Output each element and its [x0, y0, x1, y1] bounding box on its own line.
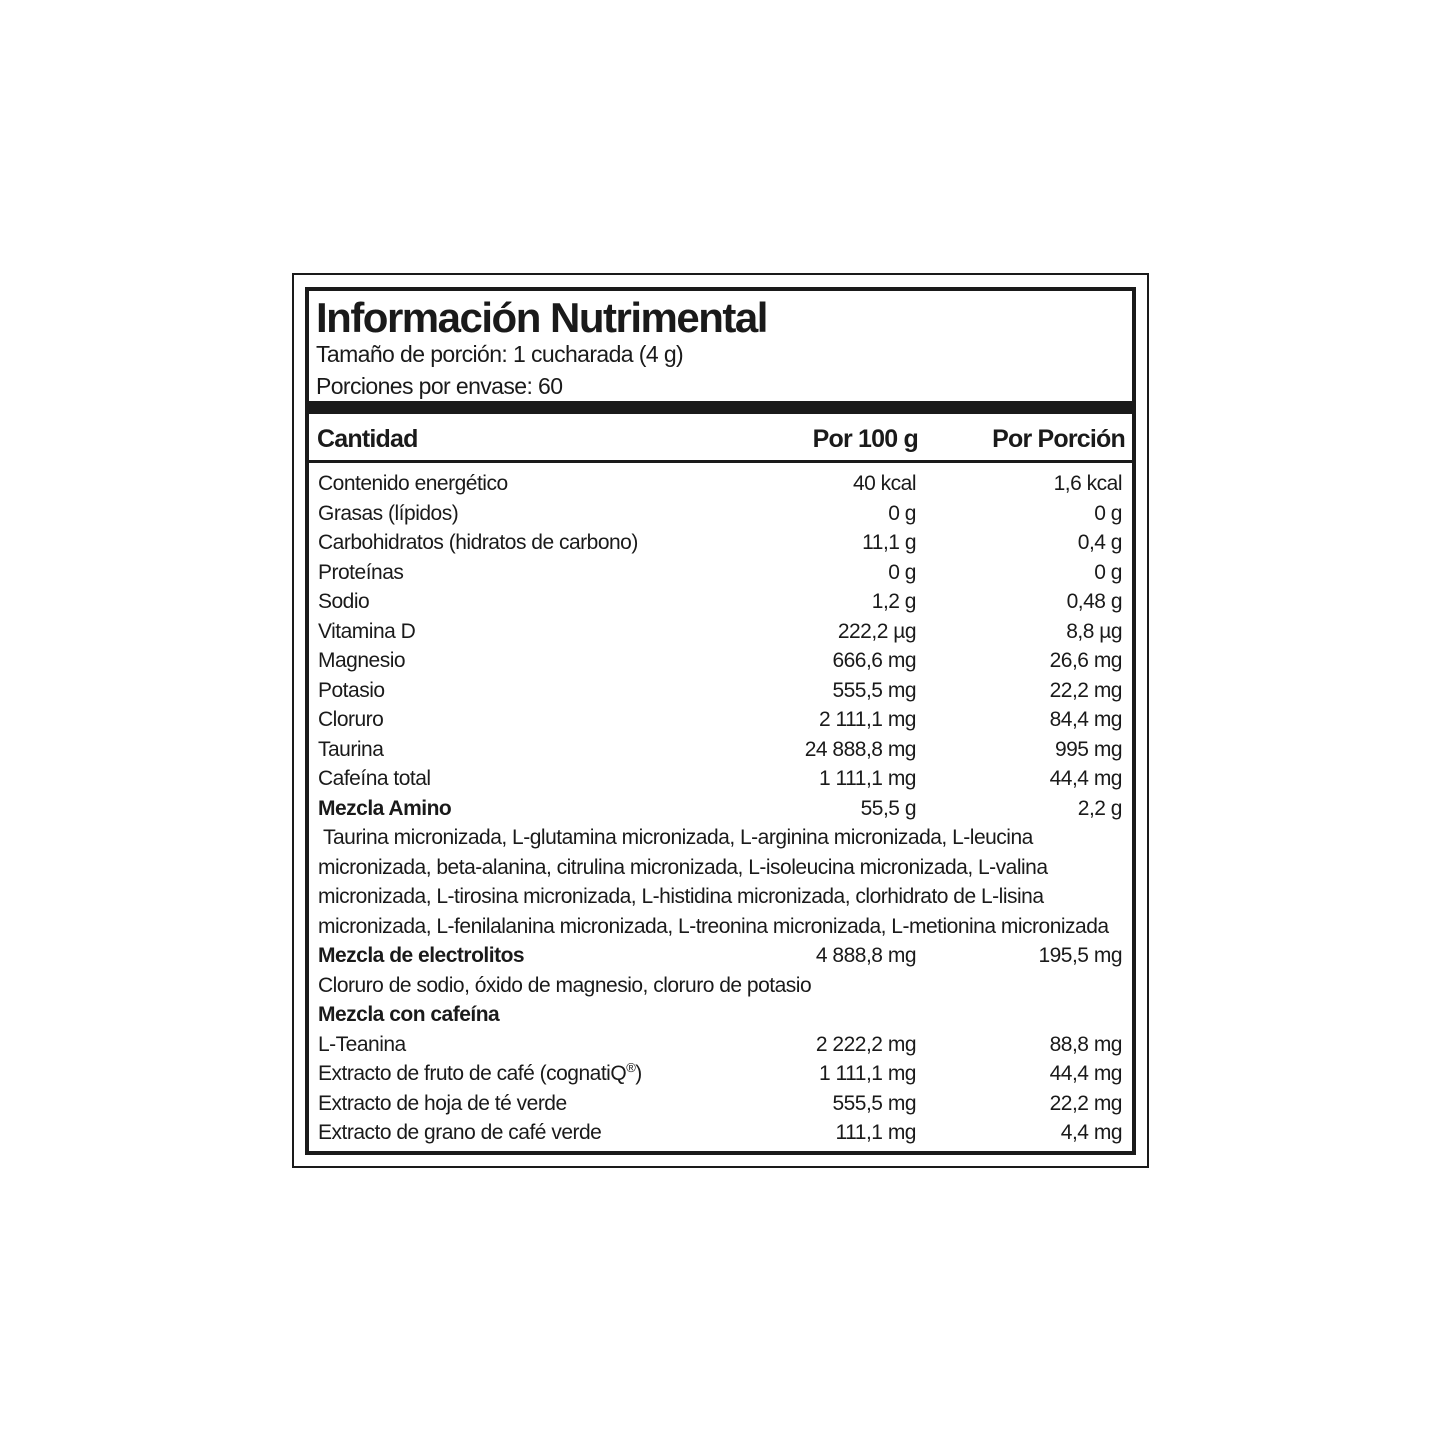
nutrient-row [318, 469, 1124, 499]
value-per-100g: 111,1 mg [835, 1121, 916, 1144]
value-per-serving: 0 g [1094, 501, 1122, 525]
nutrient-name: Cloruro [318, 708, 384, 731]
value-per-serving: 0,48 g [1066, 590, 1122, 613]
amino-ingredients-line: micronizada, L-fenilalanina micronizada, L-treonina micronizada, L-metionina micronizada [318, 914, 1109, 938]
nutrient-row [318, 646, 1124, 676]
amino-ingredients-line: micronizada, L-tirosina micronizada, L-histidina micronizada, clorhidrato de L-lisina [318, 885, 1044, 908]
value-per-serving: 22,2 mg [1049, 1091, 1122, 1115]
value-per-100g: 2 222,2 mg [815, 1032, 916, 1056]
nutrient-row [318, 1059, 1124, 1089]
blend-row-amino [318, 794, 1124, 824]
value-per-serving: 84,4 mg [1049, 708, 1122, 731]
serving-size: Tamaño de porción: 1 cucharada (4 g) [316, 341, 684, 367]
nutrient-row [318, 705, 1124, 735]
nutrient-name [318, 1059, 642, 1089]
blend-row-caffeine [318, 1000, 1124, 1030]
amino-ingredients-line: Taurina micronizada, L-glutamina micronizada, L-arginina micronizada, L-leucina [318, 826, 1033, 849]
electrolytes-ingredients: Cloruro de sodio, óxido de magnesio, cloruro de potasio [318, 973, 812, 997]
nutrient-name-text: Extracto de fruto de café (cognatiQ [318, 1062, 627, 1085]
value-per-100g: 24 888,8 mg [804, 737, 916, 761]
blend-name: Mezcla con cafeína [318, 1003, 500, 1026]
value-per-serving: 4,4 mg [1060, 1121, 1122, 1144]
value-per-serving: 22,2 mg [1049, 678, 1122, 702]
value-per-100g: 222,2 µg [837, 619, 916, 643]
value-per-100g: 40 kcal [852, 472, 916, 495]
nutrient-row [318, 1030, 1124, 1060]
nutrient-row [318, 499, 1124, 529]
value-per-serving: 995 mg [1054, 737, 1122, 761]
registered-mark: ® [626, 1060, 636, 1075]
nutrient-name-suffix: ) [635, 1062, 642, 1085]
blend-name: Mezcla Amino [318, 796, 452, 820]
value-per-serving: 44,4 mg [1049, 1062, 1122, 1085]
nutrient-row [318, 558, 1124, 588]
nutrient-name: Contenido energético [318, 472, 508, 495]
value-per-100g: 1 111,1 mg [819, 1062, 916, 1085]
value-per-serving: 8,8 µg [1066, 619, 1122, 643]
nutrient-row [318, 587, 1124, 617]
value-per-100g: 55,5 g [860, 796, 916, 820]
header-per-serving: Por Porción [992, 425, 1125, 453]
header-per-100g: Por 100 g [812, 425, 918, 453]
value-per-100g: 555,5 mg [832, 1091, 916, 1115]
nutrient-name: Potasio [318, 678, 385, 702]
value-per-serving: 26,6 mg [1049, 649, 1122, 672]
nutrient-row [318, 1089, 1124, 1119]
amino-ingredients-line: micronizada, beta-alanina, citrulina micronizada, L-isoleucina micronizada, L-valina [318, 855, 1048, 879]
value-per-serving: 1,6 kcal [1053, 472, 1122, 495]
nutrient-name: Magnesio [318, 649, 406, 672]
value-per-100g: 2 111,1 mg [819, 708, 916, 731]
value-per-serving: 44,4 mg [1049, 767, 1122, 790]
header-quantity: Cantidad [317, 425, 418, 453]
value-per-100g: 666,6 mg [832, 649, 916, 672]
nutrient-name: Sodio [318, 590, 370, 613]
nutrient-row [318, 1118, 1124, 1148]
value-per-serving: 195,5 mg [1038, 944, 1122, 967]
header-divider [309, 460, 1132, 463]
label-title: Información Nutrimental [316, 294, 767, 341]
nutrient-name: Vitamina D [318, 619, 416, 643]
blend-row-electrolytes [318, 941, 1124, 971]
value-per-100g: 1 111,1 mg [819, 767, 916, 790]
value-per-100g: 4 888,8 mg [815, 944, 916, 967]
nutrient-row [318, 735, 1124, 765]
value-per-serving: 2,2 g [1077, 796, 1122, 820]
value-per-100g: 1,2 g [871, 590, 916, 613]
value-per-serving: 0 g [1094, 560, 1122, 584]
thick-divider [309, 401, 1132, 414]
nutrient-row [318, 528, 1124, 558]
nutrient-row [318, 764, 1124, 794]
nutrient-name: Carbohidratos (hidratos de carbono) [318, 531, 638, 554]
nutrient-name: Taurina [318, 737, 384, 761]
servings-per-container: Porciones por envase: 60 [316, 373, 563, 399]
value-per-100g: 555,5 mg [832, 678, 916, 702]
nutrient-row [318, 617, 1124, 647]
nutrient-name: Cafeína total [318, 767, 431, 790]
nutrient-name: Grasas (lípidos) [318, 501, 459, 525]
blend-name: Mezcla de electrolitos [318, 944, 525, 967]
value-per-serving: 0,4 g [1077, 531, 1122, 554]
nutrient-name: L-Teanina [318, 1032, 406, 1056]
nutrient-name: Extracto de grano de café verde [318, 1121, 602, 1144]
nutrient-row [318, 676, 1124, 706]
value-per-serving: 88,8 mg [1049, 1032, 1122, 1056]
value-per-100g: 0 g [888, 560, 916, 584]
nutrient-name: Proteínas [318, 560, 404, 584]
nutrient-name: Extracto de hoja de té verde [318, 1091, 567, 1115]
value-per-100g: 0 g [888, 501, 916, 525]
value-per-100g: 11,1 g [862, 531, 916, 554]
